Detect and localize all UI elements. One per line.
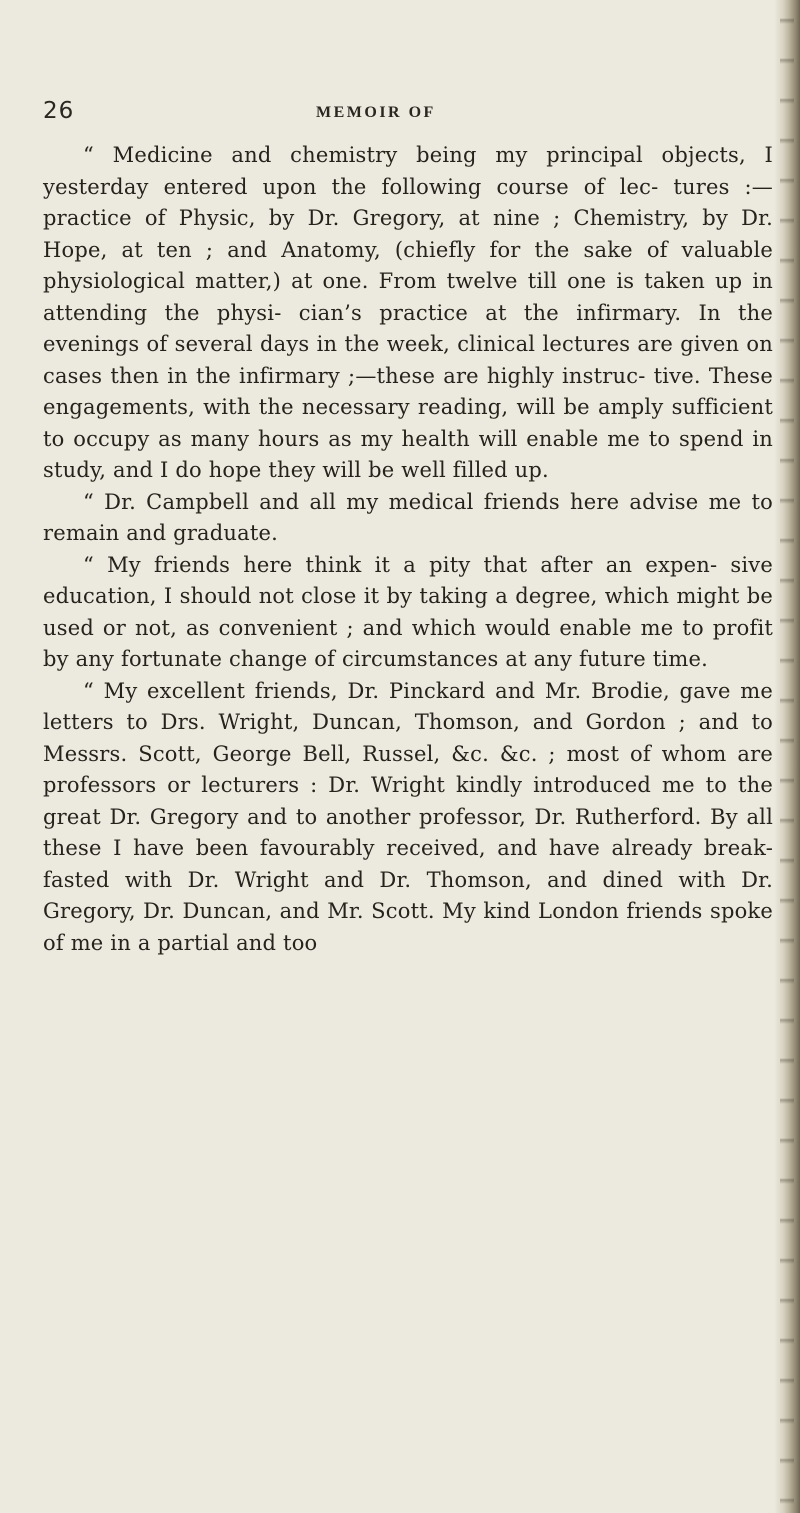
page-number: 26 bbox=[43, 98, 75, 124]
body-text bbox=[43, 140, 773, 959]
running-title: MEMOIR OF bbox=[316, 104, 436, 121]
paragraph: “ Medicine and chemistry being my principal objects, I yesterday entered upon the following course of lec- tures :—practice of Physic, by Dr. Gregory, at nine ; Chemistry, by Dr. Hope, at ten ; and Anatomy, (chiefly for the sake of valuable physiological matter,) at one. From twelve till one is taken up in attending the physi- cian’s practice at the infirmary. In the evenings of several days in the week, clinical lectures are given on cases then in the infirmary ;—these are highly instruc- tive. These engagements, with the necessary reading, will be amply sufficient to occupy as many hours as my health will enable me to spend in study, and I do hope they will be well filled up. bbox=[43, 143, 773, 482]
paragraph: “ My excellent friends, Dr. Pinckard and Mr. Brodie, gave me letters to Drs. Wright, Duncan, Thomson, and Gordon ; and to Messrs. Scott, George Bell, Russel, &c. &c. ; most of whom are professors or lecturers : Dr. Wright kindly introduced me to the great Dr. Gregory and to another professor, Dr. Rutherford. By all these I have been favourably received, and have already break- fasted with Dr. Wright and Dr. Thomson, and dined with Dr. Gregory, Dr. Duncan, and Mr. Scott. My kind London friends spoke of me in a partial and too bbox=[43, 678, 773, 955]
paragraph: “ My friends here think it a pity that after an expen- sive education, I should not close it by taking a degree, which might be used or not, as convenient ; and which would enable me to profit by any fortunate change of circumstances at any future time. bbox=[43, 552, 773, 671]
paragraph: “ Dr. Campbell and all my medical friends here advise me to remain and graduate. bbox=[43, 489, 773, 545]
running-head bbox=[0, 98, 800, 128]
page-edge-marks bbox=[780, 0, 794, 1513]
